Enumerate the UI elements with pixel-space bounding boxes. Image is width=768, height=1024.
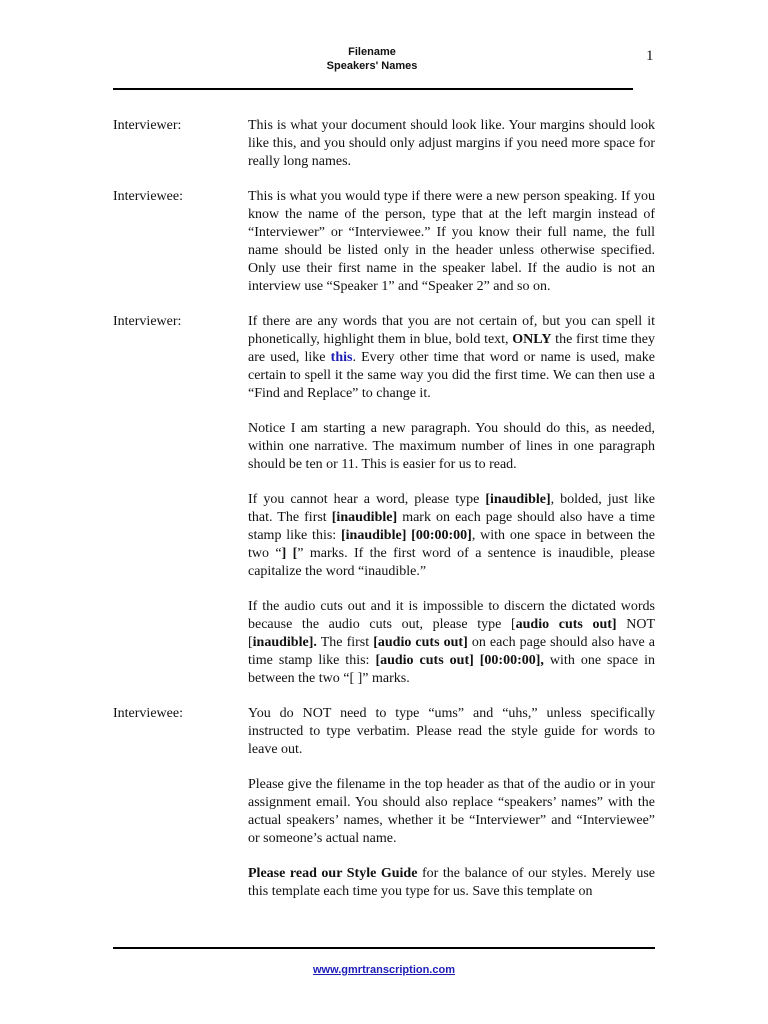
page-number: 1 [646,48,654,64]
transcript-entry [113,313,655,688]
footer-rule [113,947,655,949]
style-guide-emphasis: Please read our Style Guide [248,866,418,881]
speaker-label: Interviewee: [113,706,183,721]
header-rule [113,88,633,90]
highlight-example: this [330,350,353,365]
speech-text [248,313,655,688]
paragraph: Notice I am starting a new paragraph. You should do this, as needed, within one narrative. The maximum number of lines in one paragraph should be ten or 11. This is easier for us to read. [248,421,655,472]
transcript-body [113,117,655,925]
bold-only: ONLY [512,332,552,347]
speech-text [248,188,655,296]
paragraph: If you cannot hear a word, please type [inaudible], bolded, just like that. The first [inaudible] mark on each page should also have a time stamp like this: [inaudible] [00:00:00], with one space in between the two “] [” marks. If the first word of a sentence is inaudible, please capitalize the word “inaudible.” [248,492,655,579]
paragraph: If there are any words that you are not certain of, but you can spell it phonetically, highlight them in blue, bold text, ONLY the first time they are used, like this. Every other time that word or name is used, make certain to spell it the same way you did the first time. We can then use a “Find and Replace” to change it. [248,314,655,401]
paragraph: If the audio cuts out and it is impossible to discern the dictated words because the audio cuts out, please type [audio cuts out] NOT [inaudible]. The first [audio cuts out] on each page should also have a time stamp like this: [audio cuts out] [00:00:00], with one space in between the two “[ ]” marks. [248,599,655,686]
speaker-label: Interviewee: [113,189,183,204]
paragraph: You do NOT need to type “ums” and “uhs,” unless specifically instructed to type verbatim. Please read the style guide for words to leave out. [248,706,655,757]
paragraph: This is what you would type if there were a new person speaking. If you know the name of the person, type that at the left margin instead of “Interviewer” or “Interviewee.” If you know their full name, the full name should be listed only in the header unless otherwise specified. Only use their first name in the speaker label. If the audio is not an interview use “Speaker 1” and “Speaker 2” and so on. [248,189,655,294]
transcript-entry [113,117,655,171]
transcript-entry [113,705,655,901]
speaker-label: Interviewer: [113,314,182,329]
speech-text [248,117,655,171]
paragraph: This is what your document should look like. Your margins should look like this, and you should only adjust margins if you need more space for really long names. [248,118,655,169]
page-header [0,45,744,73]
speech-text [248,705,655,901]
transcript-entry [113,188,655,296]
speaker-label: Interviewer: [113,118,182,133]
paragraph: Please give the filename in the top header as that of the audio or in your assignment email. You should also replace “speakers’ names” with the actual speakers’ names, whether it be “Interviewer” and “Interviewee” or someone’s actual name. [248,777,655,846]
paragraph: Please read our Style Guide for the balance of our styles. Merely use this template each time you type for us. Save this template on [248,866,655,899]
header-speakers-names: Speakers' Names [326,60,418,72]
footer-link[interactable]: www.gmrtranscription.com [312,964,455,976]
header-filename: Filename [348,46,396,58]
